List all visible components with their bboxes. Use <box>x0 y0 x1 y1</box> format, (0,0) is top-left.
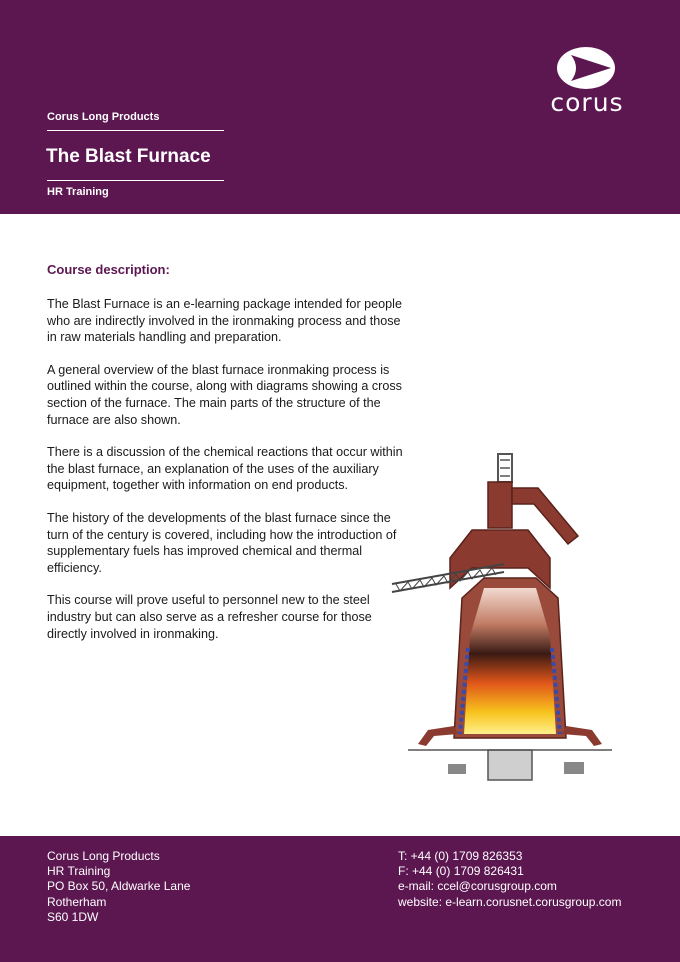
footer <box>0 836 680 962</box>
logo-wordmark: corus <box>550 88 624 117</box>
contact-fax: F: +44 (0) 1709 826431 <box>398 864 524 879</box>
footer-address <box>47 849 190 925</box>
header-banner <box>0 0 680 214</box>
corus-logo-mark <box>537 46 637 90</box>
contact-email[interactable]: e-mail: ccel@corusgroup.com <box>398 879 557 894</box>
page-title: The Blast Furnace <box>46 146 211 167</box>
paragraph: The history of the developments of the blast furnace since the turn of the century is covered, including how the introduction of supplementary fuels has improved chemical and thermal efficiency. <box>47 510 397 575</box>
paragraph: This course will prove useful to personnel new to the steel industry but can also serve as a refresher course for those directly involved in ironmaking. <box>47 593 372 641</box>
header-divider-bottom <box>47 180 224 181</box>
section-heading: Course description: <box>47 262 170 277</box>
paragraph: A general overview of the blast furnace ironmaking process is outlined within the course, along with diagrams showing a cross section of the furnace. The main parts of the structure of the furnace are also shown. <box>47 362 402 427</box>
contact-website[interactable]: website: e-learn.corusnet.corusgroup.com <box>398 894 622 909</box>
department-label: HR Training <box>47 186 109 198</box>
address-line: HR Training <box>47 864 111 879</box>
corus-logo <box>537 46 637 118</box>
footer-contact <box>398 849 621 910</box>
company-name: Corus Long Products <box>47 111 160 123</box>
address-line: PO Box 50, Aldwarke Lane <box>47 879 191 894</box>
paragraph: The Blast Furnace is an e-learning package intended for people who are indirectly involved in the ironmaking process and those in raw materials handling and preparation. <box>47 297 402 345</box>
contact-phone: T: +44 (0) 1709 826353 <box>398 849 523 863</box>
course-description <box>47 262 403 658</box>
address-line: Rotherham <box>47 894 107 909</box>
address-line: S60 1DW <box>47 909 99 924</box>
header-divider-top <box>47 130 224 131</box>
address-line: Corus Long Products <box>47 849 160 863</box>
paragraph: There is a discussion of the chemical reactions that occur within the blast furnace, an explanation of the uses of the auxiliary equipment, together with information on end products. <box>47 445 403 493</box>
blast-furnace-illustration <box>388 448 620 788</box>
